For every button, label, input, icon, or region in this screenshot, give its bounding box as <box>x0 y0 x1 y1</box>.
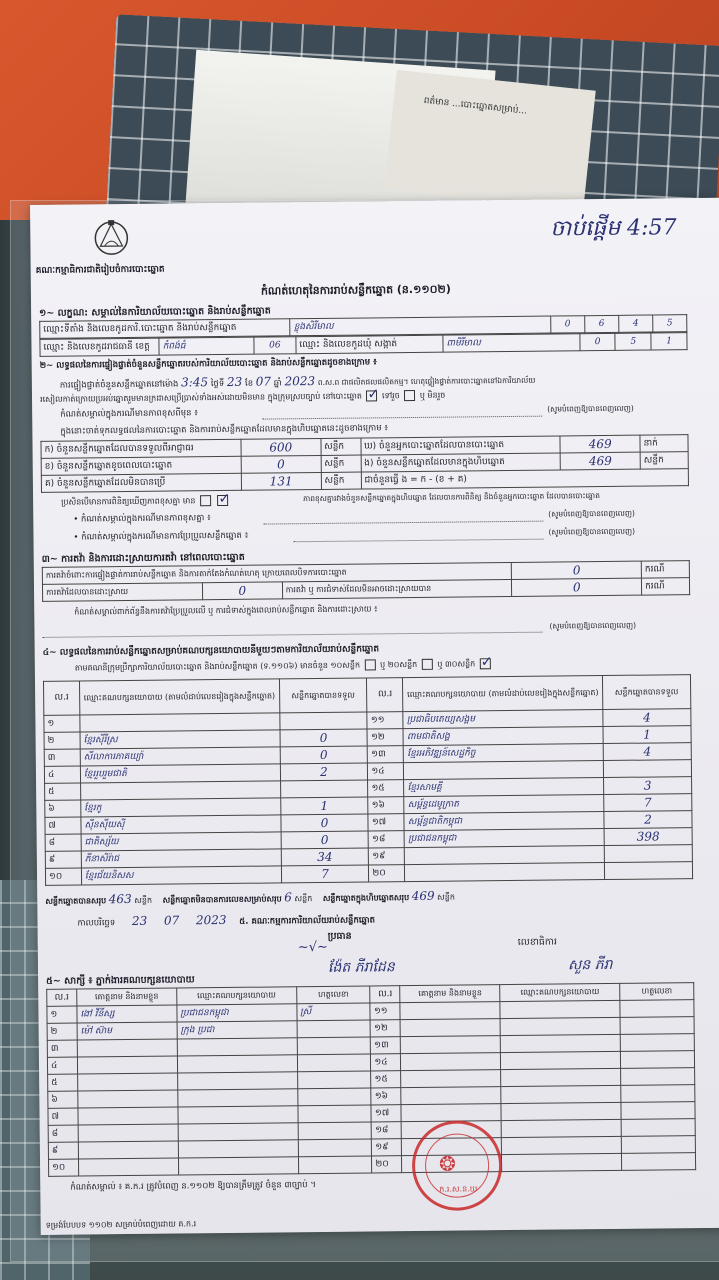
secretary-name: សួន ភីរា <box>567 956 613 974</box>
discrepancy-prefix: ប្រសិនបើមានការពិនិត្យឃើញភាពខុសគ្នា មាន <box>61 496 196 507</box>
count-label: ក) ចំនួនសន្លឹកឆ្នោតដែលបានទទួលពីអាជ្ញាធរ <box>41 439 241 458</box>
section1-heading: ១~ លក្ខណ: សម្គាល់នៃការិយាល័យបោះឆ្នោត និងរាប់សន្លឹកឆ្នោត <box>39 305 271 319</box>
coat-of-arms-icon <box>90 216 132 258</box>
discrepancy-checkbox[interactable] <box>200 495 211 506</box>
sheets-30-label: ឬ ៣០សន្លឹក <box>437 659 476 669</box>
section2-heading: ២~ លទ្ធផលនៃការផ្ទៀងផ្ទាត់ចំនួនសន្លឹកឆ្នោតរបស់ការិយាល័យបោះឆ្នោត និងរាប់សន្លឹកឆ្នោតដូចខាងក្រោម ៖ <box>39 357 377 371</box>
party-votes: 0 <box>280 729 368 747</box>
complaint-unit: ករណី <box>641 578 689 596</box>
complaint-table <box>42 560 690 602</box>
folder-label: ពត៌មាន ...បោះឆ្នោតសម្រាប់... <box>423 95 528 117</box>
total-valid-label: សន្លឹកឆ្នោតបានសរុប <box>45 896 107 906</box>
stamp-emblem-icon: ❂ <box>438 1151 456 1176</box>
section4-heading: ៤~ លទ្ធផលនៃការរាប់សន្លឹកឆ្នោតសម្រាប់គណបក្សនយោបាយនីមួយៗតាមការិយាល័យរាប់សន្លឹកឆ្នោត <box>42 644 380 658</box>
row-no: ៦ <box>45 800 81 817</box>
row-no: ១៨ <box>369 831 405 848</box>
location-code-digit: 5 <box>653 315 687 332</box>
party-votes: 1 <box>603 726 691 744</box>
count-unit: សន្លឹក <box>640 452 688 470</box>
count-unit: សន្លឹក <box>321 455 361 472</box>
date-line <box>77 911 375 930</box>
date-label: កាលបរិច្ឆេទ <box>77 918 116 929</box>
w-row-no: ១២ <box>371 1020 401 1037</box>
witness-name: ម៉ៅ ស៊ាម <box>77 1022 177 1040</box>
commune-code-digit: 5 <box>615 333 651 350</box>
party-votes: 34 <box>281 848 369 866</box>
w-row-no: ៧ <box>48 1108 78 1125</box>
col-votes: សន្លឹកឆ្នោតបានទទួល <box>602 675 690 710</box>
party-name: ជាតិស្ស័យ <box>81 832 281 851</box>
commune-name: ពាមិរីមាល <box>443 334 580 352</box>
party-name <box>405 863 605 882</box>
section2-subheading: ក្នុងនោះចាត់ទុកលទ្ធផលនៃការបោះឆ្នោត និងការរាប់សន្លឹកឆ្នោតដែលមានក្នុងហិបឆ្នោតនេះដូចខាងក្រោម ៖ <box>60 423 389 437</box>
footnote: កំណត់សម្គាល់ ៖ គ.ក.រ ត្រូវបំពេញ ន.១១០២ ឱ្យបានត្រឹមត្រូវ ចំនួន ៣ច្បាប់ ។ <box>70 1180 316 1193</box>
votes-table <box>43 674 693 886</box>
w-row-no: ១០ <box>48 1159 78 1176</box>
party-votes: 7 <box>604 794 692 812</box>
row-no: ៤ <box>44 766 80 783</box>
row-no: ២ <box>44 732 80 749</box>
count-unit: សន្លឹក <box>321 438 361 455</box>
party-name: ពាមជាតិសង្គ <box>403 727 603 746</box>
unresolved-value: 0 <box>512 578 642 596</box>
w-row-no: ១ <box>47 1006 77 1023</box>
party-votes: 2 <box>604 811 692 829</box>
date-day: 23 <box>131 913 148 928</box>
section5-heading: ៥~ សាក្សី ៖ ភ្នាក់ងារគណបក្សនយោបាយ <box>46 974 195 987</box>
row-no: ១០ <box>45 868 81 885</box>
official-stamp <box>412 1120 503 1211</box>
count-value: 600 <box>241 438 321 456</box>
w-row-no: ១៥ <box>371 1071 401 1088</box>
w-row-no: ១៤ <box>371 1054 401 1071</box>
party-votes: 2 <box>280 763 368 781</box>
seal-text: រសៀលកាត់ក្រោយប្រអប់ឆ្នោតរួមមានក្រដាសប្រើប្រាស់ទាំងអស់ដោយមិនមាន ក្នុងក្រុមស្របច្បាប់ នៅបោះឆ្នោត <box>39 391 362 404</box>
party-name: ខ្មែរកូ <box>81 798 281 817</box>
resolved-value: 0 <box>202 582 282 600</box>
row-no: ១៩ <box>369 848 405 865</box>
bullet-hint-2: (សូមបំពេញឱ្យបានពេញលេញ) <box>548 526 636 537</box>
note-hint: (សូមបំពេញឱ្យបានពេញលេញ) <box>547 403 634 414</box>
w-col-sign: ហត្ថលេខា <box>620 983 694 1001</box>
party-votes: 0 <box>280 746 368 764</box>
form-paper <box>30 198 719 1235</box>
row-no: ១២ <box>367 729 403 746</box>
row-no: ៧ <box>45 817 81 834</box>
party-name: ខ្មែរអភិវឌ្ឍន៍សេដ្ឋកិច្ច <box>404 744 604 763</box>
commune-label: ឈ្មោះ និងលេខកូដឃុំ សង្កាត់ <box>296 335 443 354</box>
w-row-no: ១១ <box>370 1003 400 1020</box>
party-name: ខ្មែររួបរួមជាតិ <box>80 764 280 783</box>
province-code: 06 <box>254 337 296 354</box>
verify-day: 23 <box>226 374 243 389</box>
row-no: ៨ <box>45 834 81 851</box>
bullet-dots-1 <box>263 521 543 525</box>
party-votes: 4 <box>603 709 691 727</box>
witness-name: ងៅ វីនីស្ស <box>77 1005 177 1023</box>
chair-label: ប្រធាន <box>327 930 352 942</box>
chair-signature: ~√~ <box>297 939 328 956</box>
sheets-20-label: ឬ ២០សន្លឹក <box>380 659 418 670</box>
unit: សន្លឹក <box>437 892 455 902</box>
row-no: ២០ <box>369 865 405 882</box>
party-votes: 398 <box>604 828 692 846</box>
discrepancy-text: ភាពខុសគ្នារវាងចំនួនសន្លឹកឆ្នោតក្នុងហិបឆ្នោត ដែលបានការពិនិត្យ និងចំនួនអ្នកបោះឆ្នោត ដែលបានបោះឆ្នោត <box>303 491 600 504</box>
discrepancy-line <box>61 495 230 509</box>
row-no: ១៤ <box>368 763 404 780</box>
month-label: ខែ <box>244 378 254 389</box>
row-no: ៥ <box>45 783 81 800</box>
province-name: កំពង់ធំ <box>159 337 254 355</box>
w-row-no: ១៧ <box>371 1105 401 1122</box>
party-votes <box>604 862 692 880</box>
form-note: ទម្រង់បែបបទ ១១០២ សម្រាប់បំពេញដោយ គ.ក.រ <box>45 1219 197 1230</box>
w-col-name: គោត្តនាម និងនាមខ្លួន <box>77 988 177 1006</box>
note-label: កំណត់សម្គាល់ក្នុងករណីមានភាពខុសពីមុន ៖ <box>60 408 199 420</box>
section4-intro: តាមគណនីក្រុមប្រឹក្សាការិយាល័យបោះឆ្នោត និងរាប់សន្លឹកឆ្នោត (ទ.១១០៦) មានចំនួន ១០សន្លឹក <box>74 660 361 673</box>
row-no: ៩ <box>45 851 81 868</box>
verify-time: 3:45 <box>181 375 209 390</box>
row-no: ១៧ <box>368 814 404 831</box>
party-name: ខ្មែរជ័យនិសស <box>81 866 281 885</box>
unresolved-label: ការតវ៉ា ឬ ការជំទាស់ដែលមិនអាចដោះស្រាយបាន <box>282 579 512 598</box>
col-no: ល.រ <box>43 681 79 715</box>
verify-month: 07 <box>255 374 272 389</box>
date-year: 2023 <box>195 912 227 928</box>
count-formula: ជាចំនួនធ្វើ ង = ក - (ខ + គ) <box>361 469 689 489</box>
total-valid: 463 <box>108 891 132 907</box>
col-party: ឈ្មោះគណបក្សនយោបាយ (តាមលំដាប់លេខរៀងក្នុងសន្លឹកឆ្នោត) <box>79 679 279 715</box>
w-row-no: ១៦ <box>371 1088 401 1105</box>
row-no: ១៣ <box>368 746 404 763</box>
count-label: ង) ចំនួនសន្លឹកឆ្នោតដែលមានក្នុងហិបឆ្នោត <box>361 453 561 472</box>
party-name: ស៊ីនស៊ីយស៊ី <box>81 815 281 834</box>
complaint-note: កំណត់សម្គាល់ពាក់ព័ន្ធនឹងការតវ៉ាប្រែប្រួលលើ ឬ ការជំទាស់ក្នុងពេលរាប់សន្លឹកឆ្នោត និងការដោះស្រាយ ៖ <box>74 604 378 617</box>
witness-sign <box>297 1020 371 1038</box>
w-col-no: ល.រ <box>370 986 400 1003</box>
party-votes: 0 <box>280 814 368 832</box>
w-row-no: ២ <box>47 1023 77 1040</box>
handwritten-start-time: ចាប់ផ្តើម 4:57 <box>550 215 677 242</box>
witness-party: ប្រជាជនកម្ពុជា <box>177 1004 297 1022</box>
verify-year: 2023 <box>284 374 316 389</box>
count-value: 0 <box>241 455 321 473</box>
location-code-digit: 6 <box>585 315 619 332</box>
folder-sheet <box>384 70 595 210</box>
section4-intro-line <box>75 658 493 674</box>
bullet-hint-1: (សូមបំពេញឱ្យបានពេញលេញ) <box>548 508 635 519</box>
complaint-value: 0 <box>512 561 642 579</box>
count-label: គ) ចំនួនសន្លឹកឆ្នោតដែលមិនបានប្រើ <box>41 473 241 492</box>
party-name <box>404 761 604 780</box>
complaint-row-1: ការតវ៉ាចំពោះការផ្ទៀងផ្ទាត់ការរាប់សន្លឹកឆ្នោត និងការតាក់តែងកំណត់ហេតុ ក្រោយពេលបិទការបោះឆ្នោត <box>42 562 512 584</box>
invalid-label: សន្លឹកឆ្នោតមិនបានការលេខសម្រាប់សរុប <box>162 894 282 905</box>
w-col-party: ឈ្មោះគណបក្សនយោបាយ <box>500 983 620 1001</box>
party-votes <box>280 780 368 798</box>
party-name: ខ្មែរសាមគ្គី <box>404 778 604 797</box>
w-row-no: ៥ <box>48 1074 78 1091</box>
col-no: ល.រ <box>367 678 403 712</box>
discrepancy-checkbox-checked[interactable] <box>217 495 228 506</box>
section3-heading: ៣~ ការតវ៉ា និងការដោះស្រាយការតវ៉ា នៅពេលបោះឆ្នោត <box>41 551 245 565</box>
chair-name: ង៉ែត ភីរាដែន <box>327 959 395 976</box>
party-votes: 1 <box>280 797 368 815</box>
w-col-party: ឈ្មោះគណបក្សនយោបាយ <box>177 987 297 1005</box>
complaint-dots <box>43 632 543 638</box>
party-votes: 0 <box>281 831 369 849</box>
stamp-text: ក.រ.ស.ន.ឃ <box>439 1184 478 1194</box>
secretary-label: លេខាធិការ <box>517 936 558 948</box>
seal-no-label: ឬ មិនរួច <box>419 390 446 400</box>
w-row-no: ៨ <box>48 1125 78 1142</box>
form-title: កំណត់ហេតុនៃការរាប់សន្លឹកឆ្នោត (ន.១១០២) <box>260 282 451 298</box>
commune-code-digit: 0 <box>580 333 616 350</box>
year-label: ឆ្នាំ <box>273 378 282 389</box>
day-label: ថ្ងៃទី <box>210 378 225 390</box>
count-value: 131 <box>241 472 321 490</box>
row-no: ១៦ <box>368 797 404 814</box>
seal-yes-label: ទៅរួច <box>381 391 400 401</box>
seal-yes-checkbox[interactable] <box>366 390 377 401</box>
party-name: សីលាការភាគឃ្យ៉ា <box>80 747 280 766</box>
unit: សន្លឹក <box>294 894 313 904</box>
col-party: ឈ្មោះគណបក្សនយោបាយ (តាមលំដាប់លេខរៀងក្នុងសន្លឹកឆ្នោត) <box>403 676 603 712</box>
sheets-20-checkbox[interactable] <box>422 659 433 670</box>
count-unit: នាក់ <box>640 435 688 453</box>
location-code-digit: 4 <box>619 315 653 332</box>
seal-no-checkbox[interactable] <box>404 390 415 401</box>
date-month: 07 <box>163 913 180 928</box>
w-col-name: គោត្តនាម និងនាមខ្លួន <box>400 985 500 1003</box>
verify-time-prefix: ការផ្ទៀងផ្ទាត់ចំនួនសន្លឹកឆ្នោតនៅម៉ោង <box>59 379 179 391</box>
count-label: ខ) ចំនួនសន្លឹកឆ្នោតខូចពេលបោះឆ្នោត <box>41 456 241 475</box>
col-votes: សន្លឹកឆ្នោតបានទទួល <box>279 678 367 713</box>
count-label: ឃ) ចំនួនអ្នកបោះឆ្នោតដែលបានបោះឆ្នោត <box>360 436 560 455</box>
complaint-hint: (សូមបំពេញឱ្យបានពេញលេញ) <box>549 620 637 631</box>
resolved-label: ការតវ៉ាដែលបានដោះស្រាយ <box>42 583 202 602</box>
party-votes: 3 <box>604 777 692 795</box>
w-row-no: ១៨ <box>372 1122 402 1139</box>
count-table <box>40 434 689 493</box>
w-row-no: ៤ <box>47 1057 77 1074</box>
commune-code-digit: 1 <box>651 333 687 350</box>
unit: សន្លឹក <box>134 895 153 905</box>
party-name: ប្រជាធិបតេយ្យសង្គម <box>403 710 603 729</box>
party-name <box>81 781 281 800</box>
location-name: ខ្លុងសិរីមាល <box>290 316 551 336</box>
w-row-no: ១៣ <box>371 1037 401 1054</box>
w-col-sign: ហត្ថលេខា <box>296 986 370 1004</box>
w-row-no: ២០ <box>372 1156 402 1173</box>
location-code-digit: 0 <box>550 316 584 333</box>
bullet-dots-2 <box>294 539 544 543</box>
w-row-no: ៣ <box>47 1040 77 1057</box>
w-row-no: ១៩ <box>372 1139 402 1156</box>
row-no: ១ <box>44 715 80 732</box>
count-value: 469 <box>560 452 640 470</box>
totals-line <box>45 889 455 908</box>
party-votes <box>604 845 692 863</box>
witness-table <box>46 982 696 1177</box>
party-name <box>405 846 605 865</box>
total-box: 469 <box>411 888 435 904</box>
count-unit: សន្លឹក <box>321 472 361 489</box>
party-votes: 7 <box>281 865 369 883</box>
party-name: សម្ព័ន្ធដេមូក្រាត <box>404 795 604 814</box>
sheets-30-checkbox[interactable] <box>480 658 491 669</box>
party-votes: 4 <box>603 743 691 761</box>
count-value: 469 <box>560 435 640 453</box>
bullet-note-2: • កំណត់សម្គាល់ក្នុងករណីមានការប្រែប្រួលសន្លឹកឆ្នោត ៖ <box>73 530 249 543</box>
verify-time-suffix: ព.ស.ព ជាផលិតផលផលិតកម្ម។ ហេតុផ្ទៀងផ្ទាត់ការបោះឆ្នោតនៅឯការិយាល័យ <box>317 375 536 387</box>
party-votes <box>279 712 367 730</box>
row-no: ១១ <box>367 712 403 729</box>
party-name: ប្រជាជនកម្ពុជា <box>404 829 604 848</box>
w-row-no: ៦ <box>48 1091 78 1108</box>
w-col-no: ល.រ <box>47 989 77 1006</box>
committee-name: គណៈកម្មាធិការជាតិរៀបចំការបោះឆ្នោត <box>35 264 165 276</box>
party-name: ភីនាសិរ៉ាជ <box>81 849 281 868</box>
committee-label: ៥. គណៈកម្មការការិយាល័យរាប់សន្លឹកឆ្នោត <box>239 915 376 927</box>
sheets-10-checkbox[interactable] <box>364 659 375 670</box>
party-votes <box>603 760 691 778</box>
bullet-note-1: • កំណត់សម្គាល់ក្នុងករណីមានភាពខុសគ្នា ៖ <box>73 513 211 525</box>
w-row-no: ៩ <box>48 1142 78 1159</box>
witness-party: ក្រុង ប្រជា <box>177 1021 297 1039</box>
total-box-label: សន្លឹកឆ្នោតក្នុងហិបឆ្នោតសរុប <box>322 893 410 903</box>
party-name <box>80 713 280 732</box>
invalid-total: 6 <box>284 890 292 905</box>
complaint-unit: ករណី <box>641 561 689 579</box>
party-name: ខ្មែរស៊ីរីស្រ <box>80 730 280 749</box>
verify-time-line <box>60 372 536 393</box>
witness-sign: ស្រី <box>297 1003 371 1021</box>
row-no: ៣ <box>44 749 80 766</box>
party-name: សម្ព័ន្ធជាតិកម្ពុជា <box>404 812 604 831</box>
location-row-label: ឈ្មោះទីតាំង និងលេខកូដការិ.បោះឆ្នោត និងរាប់សន្លឹកឆ្នោត <box>40 319 291 339</box>
row-no: ១៥ <box>368 780 404 797</box>
province-label: ឈ្មោះ និងលេខកូដរាជធានី ខេត្ត <box>40 338 159 356</box>
